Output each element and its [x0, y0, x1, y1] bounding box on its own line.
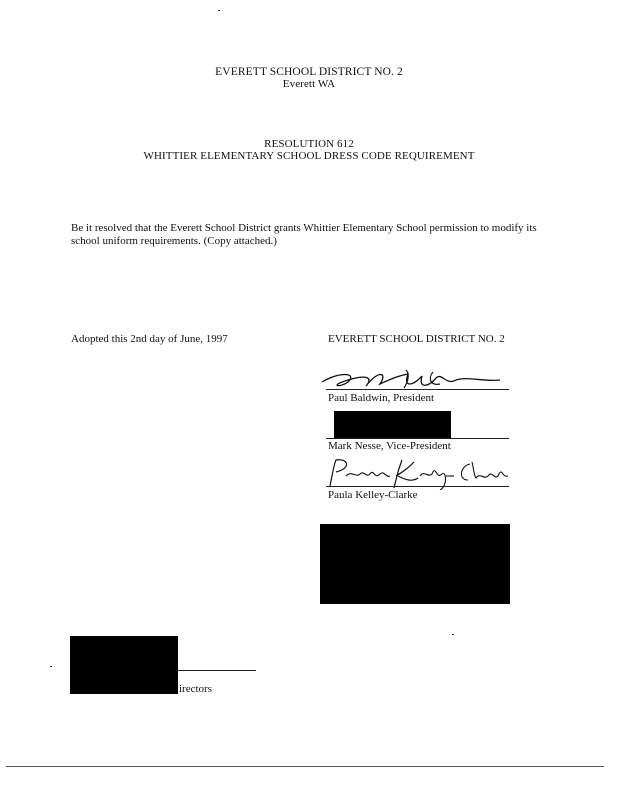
- redaction-box: [334, 411, 451, 439]
- resolution-subject: WHITTIER ELEMENTARY SCHOOL DRESS CODE REQUIREMENT: [143, 150, 475, 162]
- scan-speck: [452, 634, 454, 635]
- signature-line: [326, 486, 509, 487]
- signatory-name: Paula Kelley-Clarke: [328, 489, 418, 501]
- district-title: EVERETT SCHOOL DISTRICT NO. 2: [215, 66, 403, 78]
- signature-line: [326, 389, 509, 390]
- scan-speck: [50, 666, 52, 667]
- signature-line: [326, 438, 509, 439]
- signature-block-president: [326, 362, 511, 410]
- signature-line: [178, 670, 256, 671]
- signature-block-director: [326, 456, 511, 506]
- signatory-name: Paul Baldwin, President: [328, 392, 435, 404]
- resolution-body: Be it resolved that the Everett School District grants Whittier Elementary School permission to modify its school uniform requirements. (Copy attached.): [71, 222, 537, 247]
- redaction-box: [320, 524, 510, 604]
- redaction-box: [70, 636, 178, 694]
- handwritten-signature: [322, 456, 512, 490]
- district-signature-heading: EVERETT SCHOOL DISTRICT NO. 2: [328, 333, 505, 345]
- signatory-name: Mark Nesse, Vice-President: [328, 440, 451, 452]
- resolution-number: RESOLUTION 612: [264, 138, 354, 150]
- page-bottom-rule: [6, 766, 604, 767]
- signature-block-vice-president: [326, 410, 511, 458]
- scan-speck: [218, 10, 220, 11]
- adoption-date: Adopted this 2nd day of June, 1997: [71, 333, 228, 345]
- district-city: Everett WA: [282, 78, 336, 90]
- secretary-caption-partial: irectors: [179, 683, 212, 695]
